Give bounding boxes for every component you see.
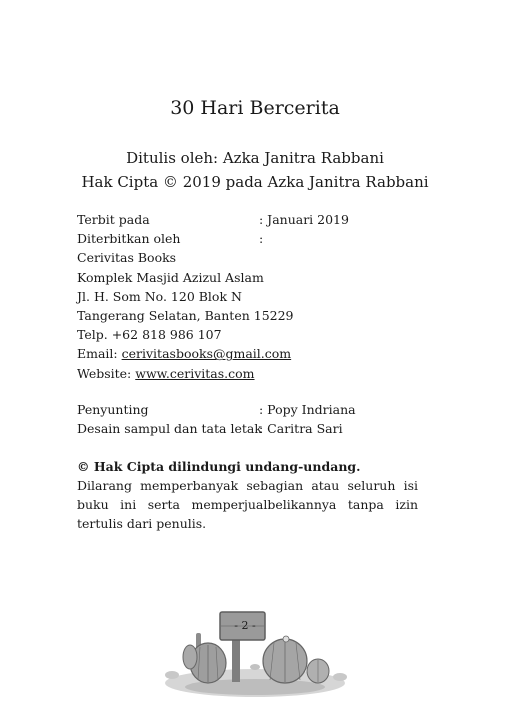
cactus-flower-icon	[283, 636, 289, 642]
editor-value: : Popy Indriana	[259, 402, 356, 417]
copyright-notice	[77, 457, 418, 533]
credits	[77, 400, 356, 438]
website-row	[77, 364, 294, 383]
editor-label: Penyunting	[77, 402, 149, 417]
design-row	[77, 419, 343, 438]
rock-icon	[250, 664, 260, 670]
notice-body: Dilarang memperbanyak sebagian atau seluruh isi buku ini serta memperjualbelikannya tanpa izin tertulis dari penulis.	[77, 478, 418, 531]
rock-icon	[165, 671, 179, 679]
cactus-arm-icon	[183, 645, 197, 669]
publisher-label: Diterbitkan oleh	[77, 231, 181, 247]
website-label: Website:	[77, 365, 136, 381]
cactus-signpost-illustration	[160, 585, 350, 700]
publication-info	[77, 210, 349, 383]
address-line-3: Tangerang Selatan, Banten 15229	[77, 307, 294, 323]
design-label: Desain sampul dan tata letak	[77, 421, 262, 437]
phone: Telp. +62 818 986 107	[77, 327, 222, 343]
page-title: 30 Hari Bercerita	[170, 97, 340, 119]
page-number: - 2 -	[234, 619, 256, 632]
design-value: : Caritra Sari	[259, 421, 343, 437]
email-row	[77, 344, 294, 363]
signpost-pole	[232, 640, 240, 682]
publisher-value: :	[259, 231, 264, 247]
rock-icon	[333, 673, 347, 681]
address-line-1: Komplek Masjid Azizul Aslam	[77, 269, 264, 285]
copyright-line: Hak Cipta © 2019 pada Azka Janitra Rabbani	[81, 173, 429, 191]
published-value: : Januari 2019	[259, 212, 349, 227]
notice-heading: © Hak Cipta dilindungi undang-undang.	[77, 459, 361, 474]
publisher-name: Cerivitas Books	[77, 250, 177, 266]
publisher-row	[77, 229, 294, 248]
author-block	[0, 146, 510, 194]
published-label: Terbit pada	[77, 212, 150, 227]
published-row	[77, 210, 349, 229]
email-label: Email:	[77, 346, 122, 362]
editor-row	[77, 400, 356, 419]
email-link[interactable]: cerivitasbooks@gmail.com	[121, 346, 292, 362]
address-line-2: Jl. H. Som No. 120 Blok N	[77, 288, 242, 304]
written-by: Ditulis oleh: Azka Janitra Rabbani	[126, 149, 384, 167]
website-link[interactable]: www.cerivitas.com	[135, 365, 255, 381]
